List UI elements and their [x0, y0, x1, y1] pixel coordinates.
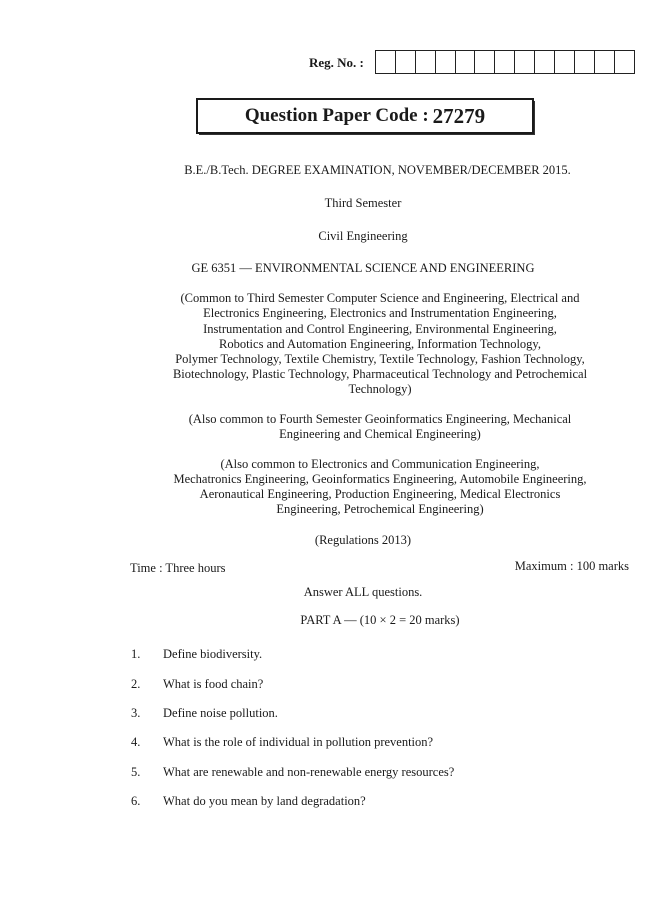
question-text: What are renewable and non-renewable energy resources?	[163, 765, 455, 779]
question-number: 6.	[131, 794, 141, 808]
reg-no-box	[395, 51, 415, 73]
subject-title: GE 6351 — ENVIRONMENTAL SCIENCE AND ENGINEERING	[191, 261, 535, 275]
reg-no-box	[514, 51, 534, 73]
question-number: 4.	[131, 735, 141, 749]
time-allowed: Time : Three hours	[130, 561, 226, 575]
question-text: Define biodiversity.	[163, 647, 263, 661]
reg-no-box	[574, 51, 594, 73]
reg-no-box	[614, 51, 634, 73]
part-a-heading: PART A — (10 × 2 = 20 marks)	[300, 613, 460, 627]
question-number: 5.	[131, 765, 141, 779]
question-text: What is food chain?	[163, 677, 264, 691]
reg-no-box	[494, 51, 514, 73]
common-line: (Also common to Electronics and Communication Engineering,	[220, 457, 540, 471]
question-number: 2.	[131, 677, 141, 691]
common-line: Biotechnology, Plastic Technology, Pharmaceutical Technology and Petrochemical	[172, 367, 588, 381]
question-number: 1.	[131, 647, 141, 661]
common-line: (Common to Third Semester Computer Science and Engineering, Electrical and	[180, 291, 580, 305]
question-paper-code-box	[196, 98, 534, 134]
reg-no-box	[554, 51, 574, 73]
common-line: Engineering and Chemical Engineering)	[279, 427, 481, 441]
reg-no-box	[435, 51, 455, 73]
instruction: Answer ALL questions.	[303, 585, 423, 599]
question-text: Define noise pollution.	[163, 706, 278, 720]
reg-no-box	[455, 51, 475, 73]
maximum-marks: Maximum : 100 marks	[514, 559, 629, 573]
qpc-label: Question Paper Code :	[244, 105, 429, 126]
question-text: What is the role of individual in pollution prevention?	[163, 735, 434, 749]
common-line: Polymer Technology, Textile Chemistry, Textile Technology, Fashion Technology,	[175, 352, 585, 366]
common-line: Technology)	[348, 382, 412, 396]
common-line: Aeronautical Engineering, Production Engineering, Medical Electronics	[199, 487, 561, 501]
reg-no-label: Reg. No. :	[309, 55, 364, 70]
common-line: (Also common to Fourth Semester Geoinformatics Engineering, Mechanical	[188, 412, 572, 426]
branch: Civil Engineering	[318, 229, 408, 243]
common-line: Robotics and Automation Engineering, Information Technology,	[219, 337, 541, 351]
question-text: What do you mean by land degradation?	[163, 794, 366, 808]
qpc-number: 27279	[432, 103, 486, 128]
reg-no-box	[376, 51, 395, 73]
common-line: Instrumentation and Control Engineering, Environmental Engineering,	[203, 322, 557, 336]
reg-no-box	[415, 51, 435, 73]
reg-no-box	[474, 51, 494, 73]
question-number: 3.	[131, 706, 141, 720]
common-line: Engineering, Petrochemical Engineering)	[276, 502, 484, 516]
reg-no-box	[534, 51, 554, 73]
common-line: Electronics Engineering, Electronics and Instrumentation Engineering,	[203, 306, 557, 320]
regulations: (Regulations 2013)	[314, 533, 412, 547]
common-line: Mechatronics Engineering, Geoinformatics Engineering, Automobile Engineering,	[173, 472, 587, 486]
reg-no-boxes	[375, 50, 635, 74]
degree-line: B.E./B.Tech. DEGREE EXAMINATION, NOVEMBER/DECEMBER 2015.	[184, 163, 571, 177]
reg-no-box	[594, 51, 614, 73]
semester: Third Semester	[324, 196, 402, 210]
